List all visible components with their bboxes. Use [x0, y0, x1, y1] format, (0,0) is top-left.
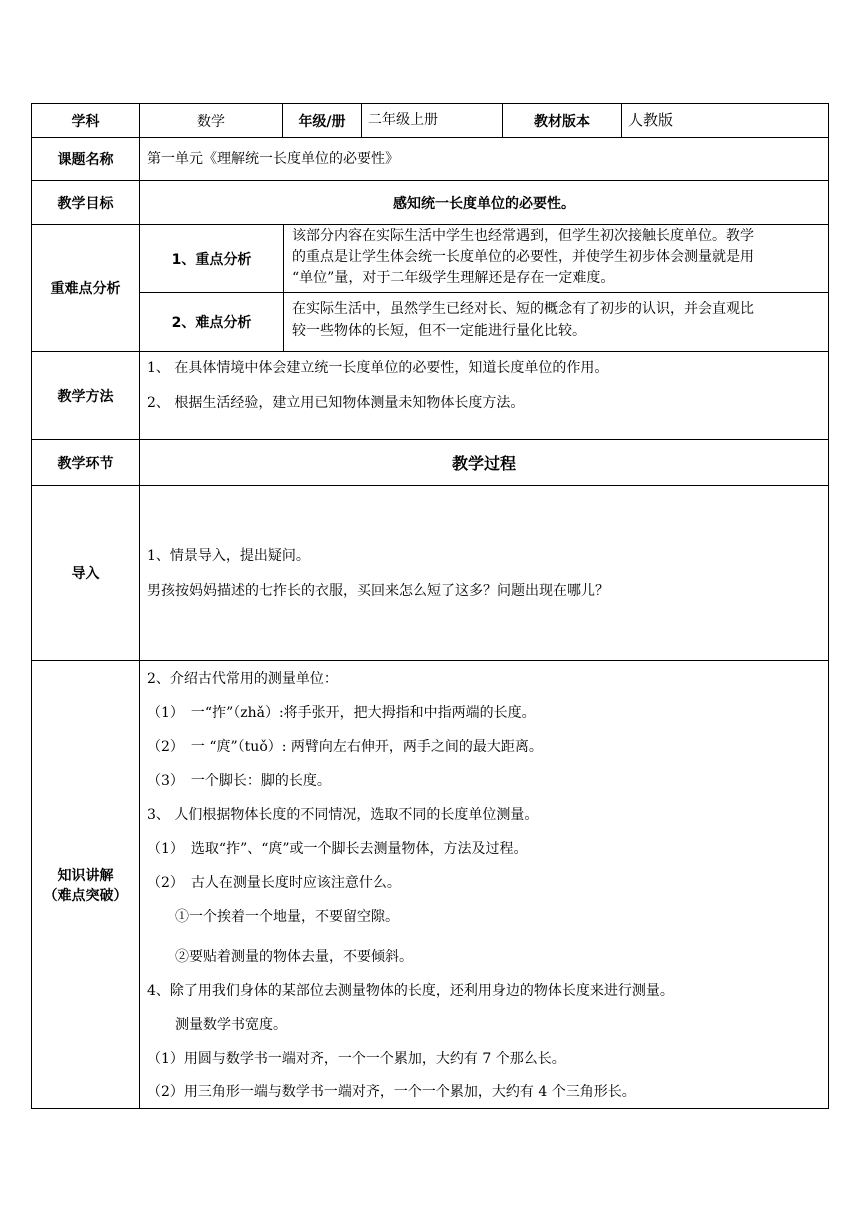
method-line: 1、 在具体情境中体会建立统一长度单位的必要性，知道长度单位的作用。: [147, 360, 609, 376]
intro-label: 导入: [71, 566, 100, 582]
knowledge-line: 测量数学书宽度。: [147, 1017, 287, 1033]
knowledge-line: （2） 一 “庹”（tuǒ）: 两臂向左右伸开，两手之间的最大距离。: [147, 739, 543, 755]
knowledge-label-line1: 知识讲解: [57, 868, 114, 884]
process-label: 教学环节: [57, 455, 114, 472]
lesson-value: 第一单元《理解统一长度单位的必要性》: [147, 151, 399, 167]
intro-line: 1、情景导入，提出疑问。: [147, 548, 310, 564]
knowledge-line: ②要贴着测量的物体去量，不要倾斜。: [147, 949, 413, 965]
method-line: 2、 根据生活经验，建立用已知物体测量未知物体长度方法。: [147, 395, 525, 411]
difficulty-text-line: 在实际生活中，虽然学生已经对长、短的概念有了初步的认识，并会直观比: [292, 301, 754, 317]
key-point-text-line: 该部分内容在实际生活中学生也经常遇到，但学生初次接触长度单位。教学: [292, 228, 754, 244]
difficulty-text-line: 较一些物体的长短，但不一定能进行量化比较。: [292, 323, 586, 339]
difficulty-label: 2、难点分析: [171, 315, 252, 331]
knowledge-line: （1） 选取“拃”、“庹”或一个脚长去测量物体，方法及过程。: [147, 841, 528, 857]
knowledge-line: 4、除了用我们身体的某部位去测量物体的长度，还利用身边的物体长度来进行测量。: [147, 983, 674, 999]
subject-value: 数学: [197, 113, 225, 130]
knowledge-line: （3） 一个脚长：脚的长度。: [147, 773, 331, 789]
subject-label: 学科: [71, 113, 100, 130]
knowledge-line: （2） 古人在测量长度时应该注意什么。: [147, 875, 401, 891]
grade-value: 二年级上册: [368, 112, 438, 128]
key-point-text-line: 的重点是让学生体会统一长度单位的必要性，并使学生初步体会测量就是用: [292, 249, 754, 265]
textbook-value: 人教版: [628, 111, 674, 129]
goal-value: 感知统一长度单位的必要性。: [393, 195, 575, 212]
knowledge-line: ①一个挨着一个地量，不要留空隙。: [147, 909, 399, 925]
key-point-text-line: “单位”量，对于二年级学生理解还是存在一定难度。: [292, 270, 615, 286]
intro-line: 男孩按妈妈描述的七拃长的衣服，买回来怎么短了这多？问题出现在哪儿？: [147, 583, 609, 599]
knowledge-label-line2: （难点突破）: [43, 888, 128, 904]
textbook-label: 教材版本: [534, 113, 590, 130]
lesson-label: 课题名称: [57, 152, 114, 168]
knowledge-line: 3、 人们根据物体长度的不同情况，选取不同的长度单位测量。: [147, 807, 539, 823]
method-label: 教学方法: [57, 388, 114, 405]
grade-label: 年级/册: [298, 113, 346, 130]
knowledge-line: （2）用三角形一端与数学书一端对齐，一个一个累加，大约有 4 个三角形长。: [147, 1084, 636, 1100]
knowledge-line: （1） 一“拃”（zhǎ）:将手张开，把大拇指和中指两端的长度。: [147, 705, 536, 721]
process-title: 教学过程: [451, 454, 516, 473]
analysis-label: 重难点分析: [50, 281, 121, 297]
knowledge-label: [32, 866, 139, 906]
key-point-label: 1、重点分析: [171, 251, 252, 268]
goal-label: 教学目标: [57, 195, 114, 212]
knowledge-line: （1）用圆与数学书一端对齐，一个一个累加，大约有 7 个那么长。: [147, 1051, 566, 1067]
knowledge-line: 2、介绍古代常用的测量单位：: [147, 671, 338, 687]
